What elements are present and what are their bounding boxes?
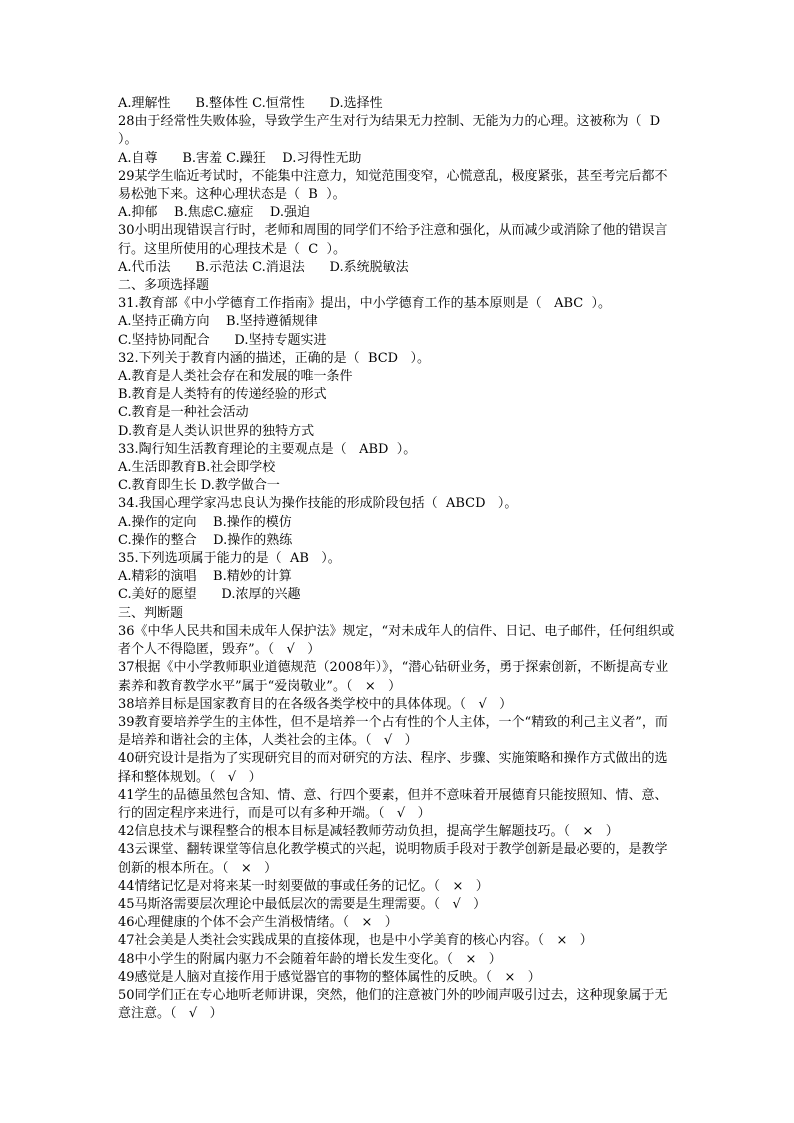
q32-stem: 32.下列关于教育内涵的描述，正确的是（ BCD ）。 [118, 350, 431, 366]
q38: 38培养目标是国家教育目的在各级各类学校中的具体体现。（ √ ） [118, 696, 513, 712]
q35-options-ab: A.精彩的演唱 B.精妙的计算 [118, 569, 292, 585]
q29-stem: 29某学生临近考试时，不能集中注意力，知觉范围变窄，心慌意乱，极度紧张，甚至考完后都不易松弛下来。这种心理状态是（ B ）。 [118, 168, 668, 203]
q31-stem: 31.教育部《中小学德育工作指南》提出，中小学德育工作的基本原则是（ ABC ）。 [118, 296, 611, 312]
q31-options-cd: C.坚持协同配合 D.坚持专题实进 [118, 332, 327, 348]
q37: 37根据《中小学教师职业道德规范（2008年）》，“潜心钻研业务，勇于探索创新，不断提高专业素养和教育教学水平”属于“爱岗敬业”。（ × ） [118, 660, 669, 694]
q33-options-ab: A.生活即教育B.社会即学校 [118, 460, 276, 476]
q28-options: A.自尊 B.害羞 C.躁狂 D.习得性无助 [118, 150, 362, 166]
q49: 49感觉是人脑对直接作用于感觉器官的事物的整体属性的反映。（ × ） [118, 969, 541, 985]
q48: 48中小学生的附属内驱力不会随着年龄的增长发生变化。（ × ） [118, 951, 502, 967]
q34-options-cd: C.操作的整合 D.操作的熟练 [118, 532, 293, 548]
q43: 43云课堂、翻转课堂等信息化教学模式的兴起，说明物质手段对于教学创新是最必要的，是教学创新的根本所在。（ × ） [118, 842, 668, 876]
q45: 45马斯洛需要层次理论中最低层次的需要是生理需要。（ √ ） [118, 896, 487, 912]
section-heading-true-false: 三、判断题 [118, 605, 184, 621]
q39: 39教育要培养学生的主体性，但不是培养一个占有性的个人主体，一个“精致的利己主义者”，而是培养和谐社会的主体，人类社会的主体。（ √ ） [118, 714, 668, 749]
q28-stem: 28由于经常性失败体验，导致学生产生对行为结果无力控制、无能为力的心理。这被称为（ D ）。 [118, 114, 669, 148]
q41: 41学生的品德虽然包含知、情、意、行四个要素，但并不意味着开展德育只能按照知、情、意、行的固定程序来进行，而是可以有多种开端。（ √ ） [118, 787, 668, 821]
q32-option-c: C.教育是一种社会活动 [118, 405, 249, 421]
q42: 42信息技术与课程整合的根本目标是减轻教师劳动负担，提高学生解题技巧。（ × ） [118, 824, 619, 840]
q30-stem: 30小明出现错误言行时，老师和周围的同学们不给予注意和强化，从而减少或消除了他的错误言行。这里所使用的心理技术是（ C ）。 [118, 223, 668, 257]
q29-options: A.抑郁 B.焦虑C.癔症 D.强迫 [118, 205, 310, 221]
q46: 46心理健康的个体不会产生消极情绪。（ × ） [118, 915, 398, 931]
section-heading-multiple-choice: 二、多项选择题 [118, 278, 210, 294]
q35-options-cd: C.美好的愿望 D.浓厚的兴趣 [118, 587, 301, 603]
q40: 40研究设计是指为了实现研究目的而对研究的方法、程序、步骤、实施策略和操作方式做出的选择和整体规划。（ √ ） [118, 751, 668, 785]
q34-options-ab: A.操作的定向 B.操作的模仿 [118, 514, 292, 530]
document-page [118, 95, 678, 1023]
q44: 44情绪记忆是对将来某一时刻要做的事或任务的记忆。（ × ） [118, 878, 489, 894]
q33-stem: 33.陶行知生活教育理论的主要观点是（ ABD ）。 [118, 441, 417, 457]
q47: 47社会美是人类社会实践成果的直接体现，也是中小学美育的核心内容。（ × ） [118, 933, 593, 949]
q36: 36《中华人民共和国未成年人保护法》规定，“对未成年人的信件、日记、电子邮件，任何组织或者个人不得隐匿，毁弃”。（ √ ） [118, 623, 675, 658]
q32-option-b: B.教育是人类特有的传递经验的形式 [118, 387, 327, 403]
q50: 50同学们正在专心地听老师讲课，突然，他们的注意被门外的吵闹声吸引过去，这种现象属于无意注意。（ √ ） [118, 987, 668, 1022]
q34-stem: 34.我国心理学家冯忠良认为操作技能的形成阶段包括（ ABCD ）。 [118, 496, 518, 512]
q33-options-cd: C.教育即生长 D.教学做合一 [118, 478, 280, 494]
q35-stem: 35.下列选项属于能力的是（ AB ）。 [118, 551, 341, 567]
q30-options: A.代币法 B.示范法 C.消退法 D.系统脱敏法 [118, 259, 409, 275]
q31-options-ab: A.坚持正确方向 B.坚持遵循规律 [118, 314, 318, 330]
q27-options: A.理解性 B.整体性 C.恒常性 D.选择性 [118, 96, 383, 111]
q32-option-d: D.教育是人类认识世界的独特方式 [118, 423, 315, 439]
q32-option-a: A.教育是人类社会存在和发展的唯一条件 [118, 369, 353, 385]
